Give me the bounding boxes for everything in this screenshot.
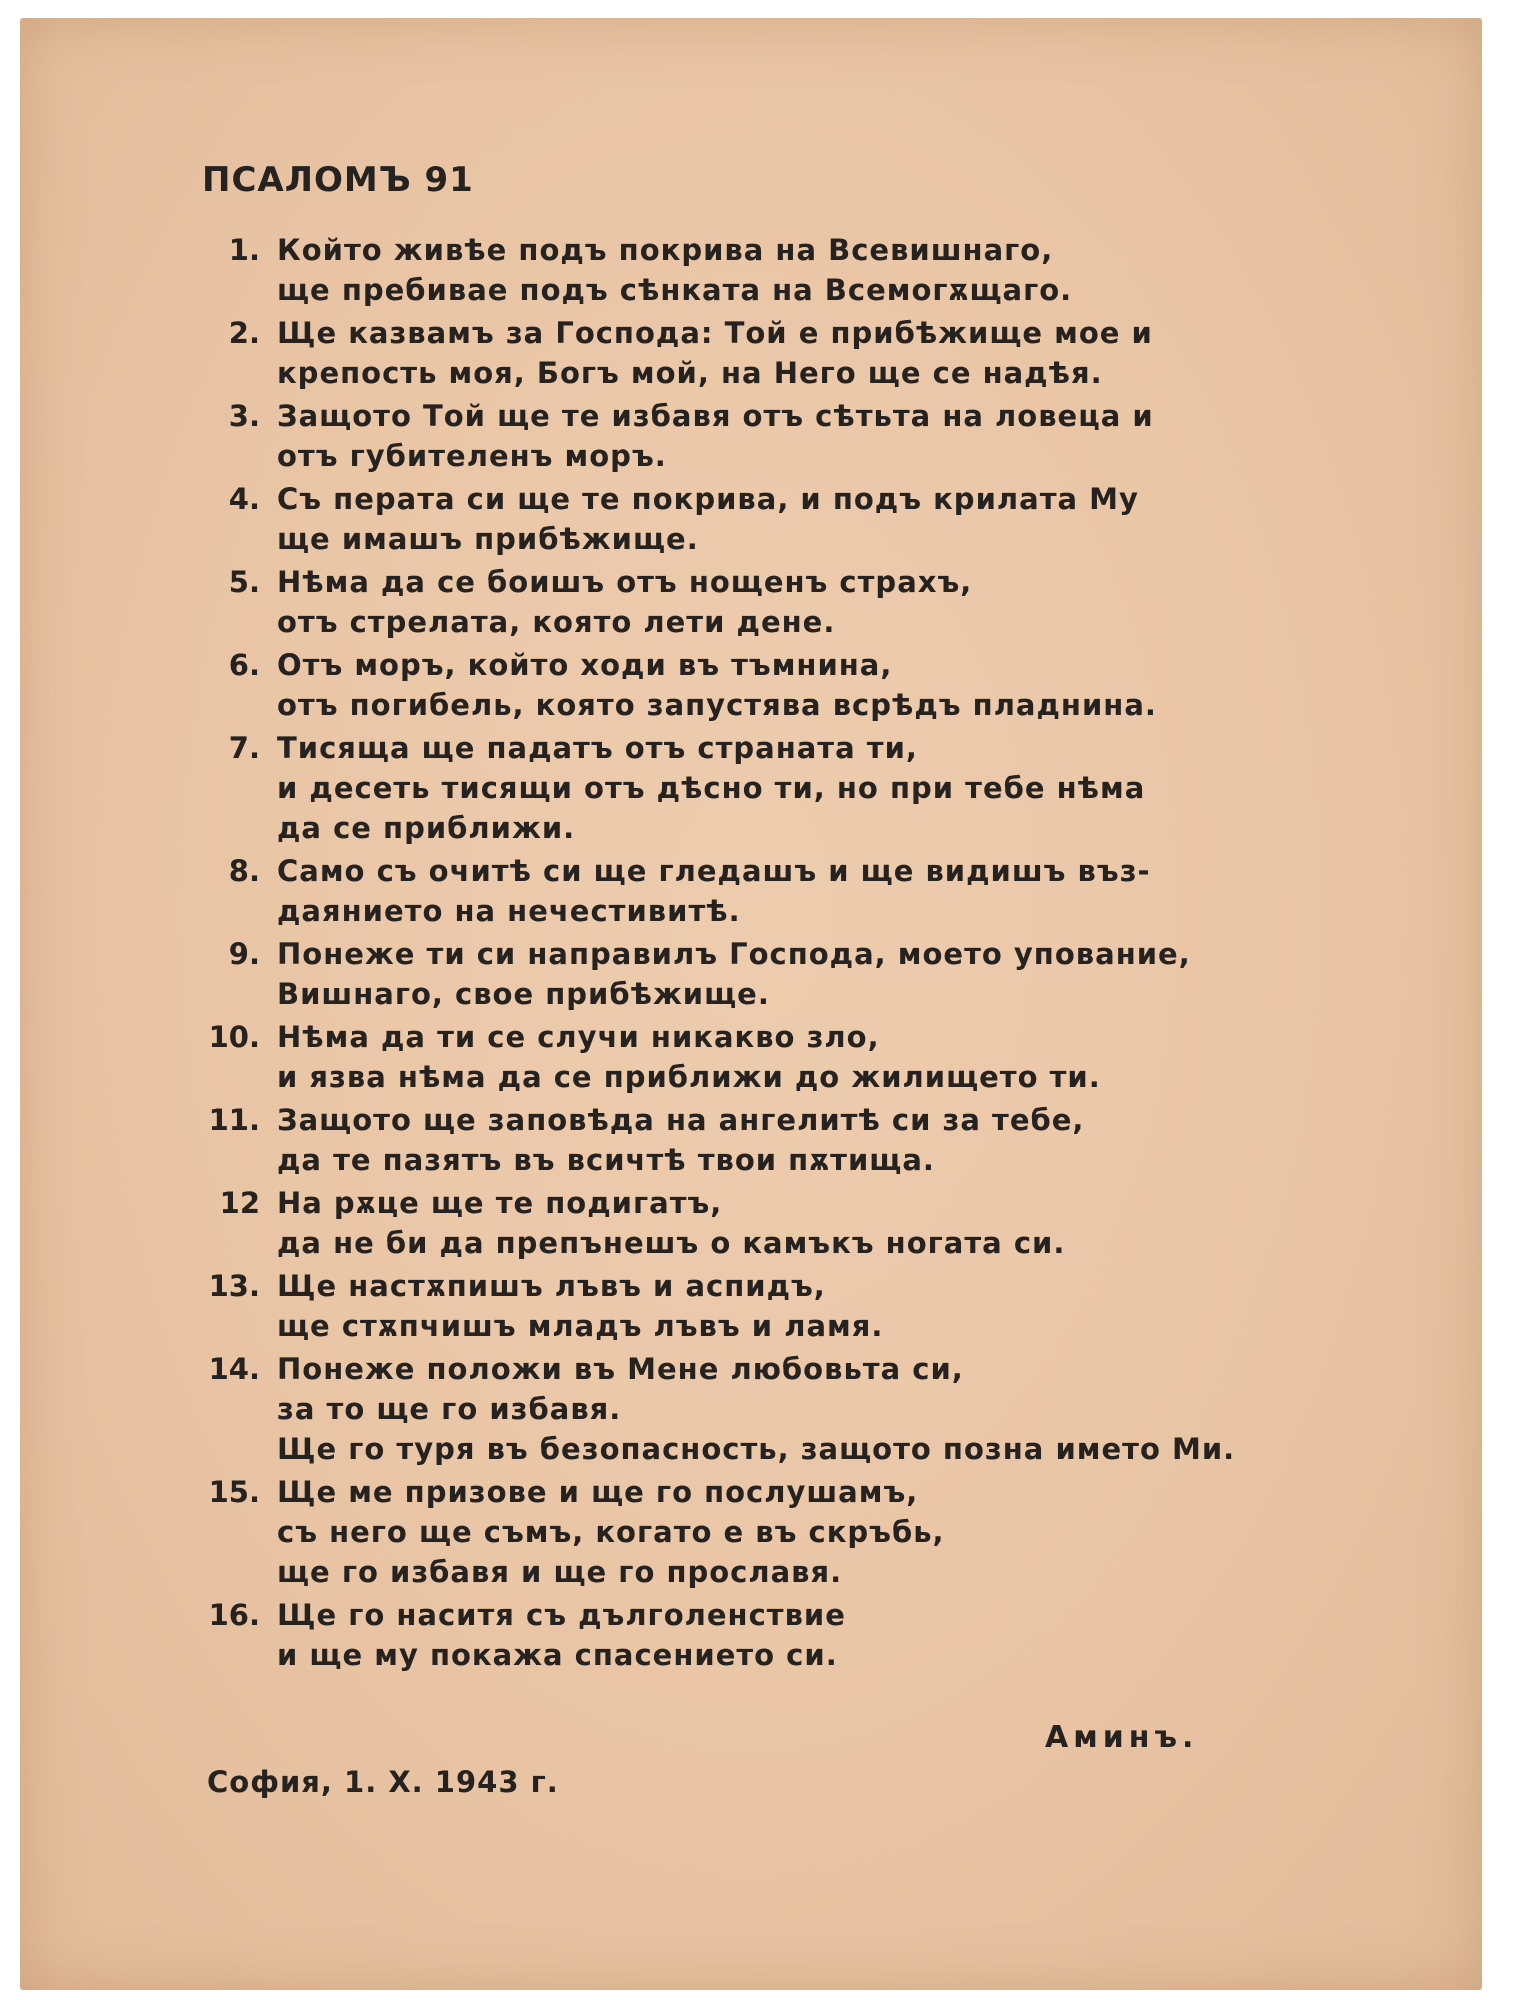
verse-line: Съ перата си ще те покрива, и подъ крилата Му xyxy=(277,482,1139,516)
verse-line: На рѫце ще те подигатъ, xyxy=(277,1186,723,1220)
verse-text xyxy=(277,1183,1337,1263)
verse-line: даянието на нечестивитѣ. xyxy=(277,894,741,928)
verse-line: ще го избавя и ще го прославя. xyxy=(277,1555,843,1589)
verse-number: 3. xyxy=(228,399,260,433)
verse-text xyxy=(277,1100,1337,1180)
verse-line: Понеже положи въ Мене любовьта си, xyxy=(277,1352,964,1386)
verse-number: 8. xyxy=(228,854,260,888)
verse-number: 9. xyxy=(228,937,260,971)
verse-line: Вишнаго, свое прибѣжище. xyxy=(277,977,770,1011)
verse-text xyxy=(277,851,1337,931)
verse xyxy=(0,934,1513,1014)
verse-line: Ще го наситя съ дълголенствие xyxy=(277,1598,846,1632)
verse-number: 15. xyxy=(208,1475,260,1509)
verse-number: 5. xyxy=(228,565,260,599)
verse-text xyxy=(277,934,1337,1014)
verse xyxy=(0,396,1513,476)
verse xyxy=(0,728,1513,848)
verse-line: Само съ очитѣ си ще гледашъ и ще видишъ въз- xyxy=(277,854,1151,888)
verse-line: Отъ моръ, който ходи въ тъмнина, xyxy=(277,648,893,682)
verse xyxy=(0,1472,1513,1592)
verse xyxy=(0,1595,1513,1675)
verse-number: 10. xyxy=(208,1020,260,1054)
verse-line: Защото ще заповѣда на ангелитѣ си за тебе, xyxy=(277,1103,1085,1137)
verse-text xyxy=(277,1472,1337,1592)
verse xyxy=(0,1100,1513,1180)
verse xyxy=(0,1183,1513,1263)
verse-text xyxy=(277,645,1337,725)
verse-number: 11. xyxy=(208,1103,260,1137)
verse-number: 2. xyxy=(228,316,260,350)
verse-text xyxy=(277,1017,1337,1097)
verse-text xyxy=(277,562,1337,642)
verse-number: 7. xyxy=(228,731,260,765)
verse xyxy=(0,1017,1513,1097)
verse-number: 14. xyxy=(208,1352,260,1386)
verse xyxy=(0,562,1513,642)
verse-line: крепость моя, Богъ мой, на Него ще се надѣя. xyxy=(277,356,1103,390)
verse-line: да се приближи. xyxy=(277,811,576,845)
verse-text xyxy=(277,1349,1337,1469)
page-title: ПСАЛОМЪ 91 xyxy=(202,160,474,200)
verse-text xyxy=(277,1266,1337,1346)
verse-line: Нѣма да ти се случи никакво зло, xyxy=(277,1020,880,1054)
amen-closing: Аминъ. xyxy=(1045,1720,1199,1755)
verse-line: ще имашъ прибѣжище. xyxy=(277,522,699,556)
verse-line: Ще казвамъ за Господа: Той е прибѣжище мое и xyxy=(277,316,1153,350)
verse-line: Понеже ти си направилъ Господа, моето упование, xyxy=(277,937,1191,971)
verse-line: отъ стрелата, която лети дене. xyxy=(277,605,836,639)
verse-text xyxy=(277,728,1337,848)
verse-line: и десеть тисящи отъ дѣсно ти, но при тебе нѣма xyxy=(277,771,1146,805)
verse-text xyxy=(277,313,1337,393)
verse-line: съ него ще съмъ, когато е въ скръбь, xyxy=(277,1515,945,1549)
verse-line: ще пребивае подъ сѣнката на Всемогѫщаго. xyxy=(277,273,1073,307)
verse-number: 6. xyxy=(228,648,260,682)
verse-line: да не би да препънешъ о камъкъ ногата си. xyxy=(277,1226,1066,1260)
verse-number: 13. xyxy=(208,1269,260,1303)
verse xyxy=(0,1266,1513,1346)
verse xyxy=(0,851,1513,931)
verse-line: да те пазятъ въ всичтѣ твои пѫтища. xyxy=(277,1143,935,1177)
verse-line: Нѣма да се боишъ отъ нощенъ страхъ, xyxy=(277,565,973,599)
verse xyxy=(0,230,1513,310)
verse-number: 4. xyxy=(228,482,260,516)
verse-number: 12 xyxy=(219,1186,260,1220)
verse-line: Тисяща ще падатъ отъ страната ти, xyxy=(277,731,918,765)
verse-line: Ще настѫпишъ лъвъ и аспидъ, xyxy=(277,1269,826,1303)
verse-line: отъ губителенъ моръ. xyxy=(277,439,667,473)
verse-line: Който живѣе подъ покрива на Всевишнаго, xyxy=(277,233,1054,267)
verse-line: отъ погибель, която запустява всрѣдъ пладнина. xyxy=(277,688,1157,722)
verse-text xyxy=(277,479,1337,559)
verse-text xyxy=(277,230,1337,310)
verse-number: 1. xyxy=(228,233,260,267)
verse-line: и ще му покажа спасението си. xyxy=(277,1638,838,1672)
verse-line: Ще ме призове и ще го послушамъ, xyxy=(277,1475,919,1509)
verse-line: Защото Той ще те избавя отъ сѣтьта на ловеца и xyxy=(277,399,1154,433)
verse-list xyxy=(0,230,1513,1675)
place-and-date: София, 1. X. 1943 г. xyxy=(207,1765,559,1799)
verse xyxy=(0,1349,1513,1469)
verse xyxy=(0,313,1513,393)
verse-line: ще стѫпчишъ младъ лъвъ и ламя. xyxy=(277,1309,884,1343)
verse-line: и язва нѣма да се приближи до жилището ти. xyxy=(277,1060,1101,1094)
verse-text xyxy=(277,1595,1337,1675)
verse xyxy=(0,479,1513,559)
verse xyxy=(0,645,1513,725)
verse-line: Ще го туря въ безопасность, защото позна името Ми. xyxy=(277,1432,1236,1466)
verse-number: 16. xyxy=(208,1598,260,1632)
verse-line: за то ще го избавя. xyxy=(277,1392,622,1426)
verse-text xyxy=(277,396,1337,476)
